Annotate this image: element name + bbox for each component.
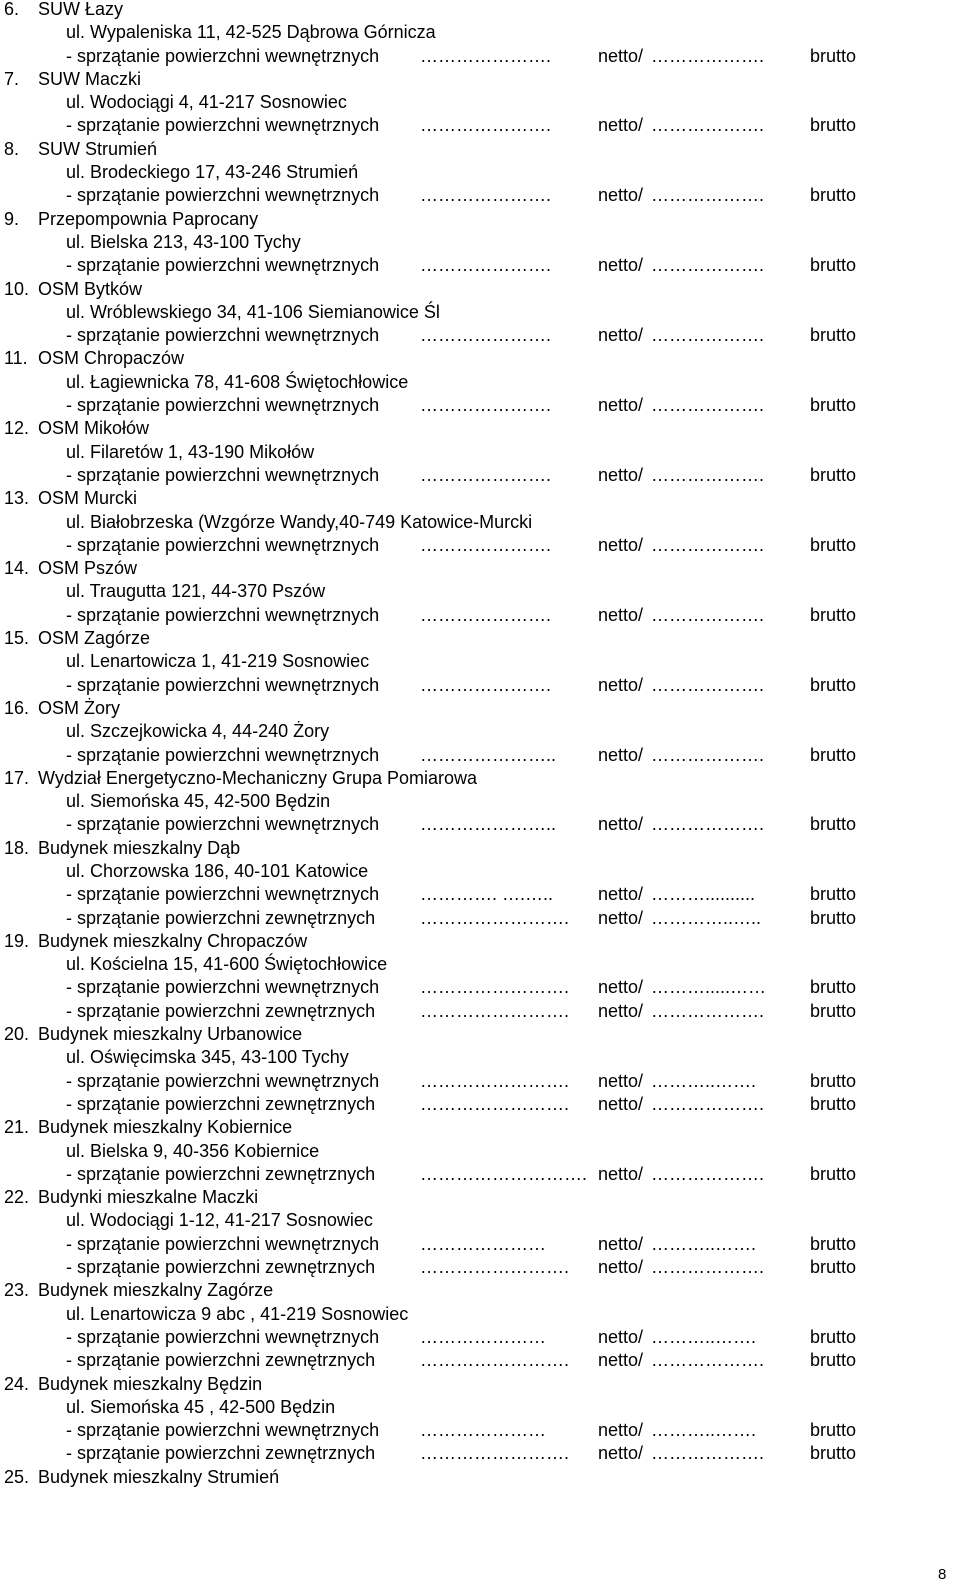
netto-label: netto/ xyxy=(598,1443,644,1464)
brutto-label: brutto xyxy=(810,534,857,555)
netto-label: netto/ xyxy=(598,907,644,928)
item-number: 21. xyxy=(4,1117,30,1138)
netto-label: netto/ xyxy=(598,604,644,625)
entry-header xyxy=(0,1023,960,1046)
facility-address: ul. Lenartowicza 9 abc , 41-219 Sosnowiec xyxy=(66,1303,409,1324)
brutto-label: brutto xyxy=(810,1420,857,1441)
facility-address: ul. Lenartowicza 1, 41-219 Sosnowiec xyxy=(66,651,370,672)
list-item xyxy=(0,1466,960,1489)
list-item xyxy=(0,697,960,767)
service-label: - sprzątanie powierzchni wewnętrznych xyxy=(66,1233,380,1254)
list-item xyxy=(0,138,960,208)
service-label: - sprzątanie powierzchni wewnętrznych xyxy=(66,744,380,765)
facility-address: ul. Chorzowska 186, 40-101 Katowice xyxy=(66,860,369,881)
brutto-label: brutto xyxy=(810,1093,857,1114)
facility-address: ul. Bielska 9, 40-356 Kobiernice xyxy=(66,1140,320,1161)
dot-leader: ………………. xyxy=(651,1000,765,1021)
facility-address: ul. Wodociągi 1-12, 41-217 Sosnowiec xyxy=(66,1210,373,1231)
entry-header xyxy=(0,1466,960,1489)
dot-leader: ………..……. xyxy=(651,1326,757,1347)
service-label: - sprzątanie powierzchni zewnętrznych xyxy=(66,1350,376,1371)
item-number: 13. xyxy=(4,488,30,509)
address-row xyxy=(0,511,960,534)
service-row xyxy=(0,1326,960,1349)
item-number: 15. xyxy=(4,628,30,649)
dot-leader: ………………. xyxy=(651,255,765,276)
dot-leader: ………………. xyxy=(651,1443,765,1464)
dot-leader: ……………………. xyxy=(420,1257,570,1278)
facility-name: OSM Murcki xyxy=(38,488,137,509)
list-item xyxy=(0,837,960,930)
brutto-label: brutto xyxy=(810,185,857,206)
facility-name: OSM Chropaczów xyxy=(38,348,185,369)
entry-header xyxy=(0,1279,960,1302)
service-row xyxy=(0,883,960,906)
dot-leader: ……………………. xyxy=(420,1070,570,1091)
dot-leader: ………………. xyxy=(651,1093,765,1114)
service-label: - sprzątanie powierzchni wewnętrznych xyxy=(66,255,380,276)
brutto-label: brutto xyxy=(810,1000,857,1021)
service-row xyxy=(0,1233,960,1256)
netto-label: netto/ xyxy=(598,115,644,136)
service-row xyxy=(0,604,960,627)
facility-name: Budynek mieszkalny Kobiernice xyxy=(38,1117,293,1138)
address-row xyxy=(0,720,960,743)
dot-leader: …………………. xyxy=(420,464,552,485)
address-row xyxy=(0,1046,960,1069)
facility-address: ul. Bielska 213, 43-100 Tychy xyxy=(66,231,301,252)
dot-leader: ……………………. xyxy=(420,1443,570,1464)
brutto-label: brutto xyxy=(810,674,857,695)
service-label: - sprzątanie powierzchni zewnętrznych xyxy=(66,907,376,928)
netto-label: netto/ xyxy=(598,255,644,276)
service-label: - sprzątanie powierzchni zewnętrznych xyxy=(66,1257,376,1278)
list-item xyxy=(0,557,960,627)
netto-label: netto/ xyxy=(598,674,644,695)
service-label: - sprzątanie powierzchni wewnętrznych xyxy=(66,977,380,998)
service-label: - sprzątanie powierzchni wewnętrznych xyxy=(66,814,380,835)
netto-label: netto/ xyxy=(598,1420,644,1441)
entry-header xyxy=(0,1116,960,1139)
facility-name: Budynek mieszkalny Zagórze xyxy=(38,1280,274,1301)
list-item xyxy=(0,1023,960,1116)
entry-header xyxy=(0,487,960,510)
service-row xyxy=(0,534,960,557)
list-item xyxy=(0,278,960,348)
address-row xyxy=(0,231,960,254)
netto-label: netto/ xyxy=(598,1257,644,1278)
list-item xyxy=(0,1116,960,1186)
dot-leader: ………………. xyxy=(651,185,765,206)
dot-leader: …………………. xyxy=(420,115,552,136)
facility-address: ul. Kościelna 15, 41-600 Świętochłowice xyxy=(66,954,388,975)
address-row xyxy=(0,21,960,44)
list-item xyxy=(0,1373,960,1466)
netto-label: netto/ xyxy=(598,185,644,206)
service-row xyxy=(0,1000,960,1023)
entry-header xyxy=(0,1373,960,1396)
service-label: - sprzątanie powierzchni wewnętrznych xyxy=(66,395,380,416)
service-row xyxy=(0,1419,960,1442)
dot-leader: ………………. xyxy=(651,744,765,765)
dot-leader: ………..……. xyxy=(651,1070,757,1091)
facility-address: ul. Oświęcimska 345, 43-100 Tychy xyxy=(66,1047,349,1068)
dot-leader: ………………. xyxy=(651,325,765,346)
service-label: - sprzątanie powierzchni wewnętrznych xyxy=(66,325,380,346)
list-item xyxy=(0,767,960,837)
facility-address: ul. Brodeckiego 17, 43-246 Strumień xyxy=(66,162,359,183)
facility-address: ul. Traugutta 121, 44-370 Pszów xyxy=(66,581,326,602)
facility-name: OSM Zagórze xyxy=(38,628,151,649)
entry-header xyxy=(0,697,960,720)
service-row xyxy=(0,1442,960,1465)
item-number: 12. xyxy=(4,418,30,439)
dot-leader: ……….......... xyxy=(651,884,756,905)
address-row xyxy=(0,91,960,114)
netto-label: netto/ xyxy=(598,1093,644,1114)
address-row xyxy=(0,1140,960,1163)
item-number: 18. xyxy=(4,837,30,858)
dot-leader: ………………………. xyxy=(420,1163,588,1184)
service-label: - sprzątanie powierzchni zewnętrznych xyxy=(66,1443,376,1464)
dot-leader: ………………… xyxy=(420,1326,546,1347)
service-label: - sprzątanie powierzchni zewnętrznych xyxy=(66,1093,376,1114)
item-number: 20. xyxy=(4,1024,30,1045)
item-number: 14. xyxy=(4,558,30,579)
brutto-label: brutto xyxy=(810,884,857,905)
list-item xyxy=(0,1186,960,1279)
netto-label: netto/ xyxy=(598,464,644,485)
dot-leader: …………………. xyxy=(420,185,552,206)
item-number: 6. xyxy=(4,0,20,19)
service-row xyxy=(0,1070,960,1093)
item-number: 19. xyxy=(4,930,30,951)
entry-header xyxy=(0,208,960,231)
brutto-label: brutto xyxy=(810,1326,857,1347)
brutto-label: brutto xyxy=(810,604,857,625)
item-number: 9. xyxy=(4,208,20,229)
list-item xyxy=(0,68,960,138)
item-number: 10. xyxy=(4,278,30,299)
item-number: 24. xyxy=(4,1373,30,1394)
service-row xyxy=(0,114,960,137)
dot-leader: ……….....…… xyxy=(651,977,767,998)
list-item xyxy=(0,627,960,697)
address-row xyxy=(0,860,960,883)
service-label: - sprzątanie powierzchni wewnętrznych xyxy=(66,534,380,555)
brutto-label: brutto xyxy=(810,1233,857,1254)
service-label: - sprzątanie powierzchni wewnętrznych xyxy=(66,674,380,695)
address-row xyxy=(0,1209,960,1232)
list-item xyxy=(0,417,960,487)
entry-header xyxy=(0,1186,960,1209)
dot-leader: ………………. xyxy=(651,604,765,625)
item-number: 8. xyxy=(4,138,20,159)
service-row xyxy=(0,184,960,207)
address-row xyxy=(0,650,960,673)
dot-leader: ………………. xyxy=(651,115,765,136)
facility-name: Budynek mieszkalny Strumień xyxy=(38,1466,280,1487)
service-row xyxy=(0,976,960,999)
dot-leader: ……………………. xyxy=(420,907,570,928)
facility-name: Wydział Energetyczno-Mechaniczny Grupa Pomiarowa xyxy=(38,767,478,788)
facility-name: Budynki mieszkalne Maczki xyxy=(38,1187,259,1208)
dot-leader: ………..……. xyxy=(651,1233,757,1254)
facility-address: ul. Siemońska 45 , 42-500 Będzin xyxy=(66,1396,336,1417)
item-number: 16. xyxy=(4,697,30,718)
service-row xyxy=(0,1349,960,1372)
item-number: 17. xyxy=(4,767,30,788)
list-item xyxy=(0,487,960,557)
dot-leader: ……………………. xyxy=(420,977,570,998)
service-row xyxy=(0,254,960,277)
list-item xyxy=(0,0,960,68)
address-row xyxy=(0,953,960,976)
entry-header xyxy=(0,627,960,650)
item-number: 25. xyxy=(4,1466,30,1487)
service-row xyxy=(0,744,960,767)
address-row xyxy=(0,441,960,464)
brutto-label: brutto xyxy=(810,977,857,998)
service-label: - sprzątanie powierzchni wewnętrznych xyxy=(66,185,380,206)
netto-label: netto/ xyxy=(598,814,644,835)
facility-name: Budynek mieszkalny Będzin xyxy=(38,1373,263,1394)
netto-label: netto/ xyxy=(598,884,644,905)
page-number: 8 xyxy=(938,1566,947,1583)
list-item xyxy=(0,208,960,278)
address-row xyxy=(0,161,960,184)
service-label: - sprzątanie powierzchni wewnętrznych xyxy=(66,1420,380,1441)
facility-name: Budynek mieszkalny Chropaczów xyxy=(38,930,308,951)
service-row xyxy=(0,394,960,417)
dot-leader: ………………….. xyxy=(420,814,557,835)
dot-leader: …………………. xyxy=(420,45,552,66)
service-label: - sprzątanie powierzchni zewnętrznych xyxy=(66,1163,376,1184)
netto-label: netto/ xyxy=(598,395,644,416)
dot-leader: …………………. xyxy=(420,395,552,416)
address-row xyxy=(0,1396,960,1419)
address-row xyxy=(0,580,960,603)
service-row xyxy=(0,1163,960,1186)
facility-name: SUW Strumień xyxy=(38,138,158,159)
dot-leader: ………..……. xyxy=(651,1420,757,1441)
entry-header xyxy=(0,557,960,580)
dot-leader: ………………. xyxy=(651,1257,765,1278)
brutto-label: brutto xyxy=(810,1443,857,1464)
brutto-label: brutto xyxy=(810,464,857,485)
facility-name: OSM Bytków xyxy=(38,278,143,299)
facility-address: ul. Wodociągi 4, 41-217 Sosnowiec xyxy=(66,92,347,113)
netto-label: netto/ xyxy=(598,1233,644,1254)
facility-address: ul. Wypaleniska 11, 42-525 Dąbrowa Górnicza xyxy=(66,22,436,43)
address-row xyxy=(0,371,960,394)
facility-address: ul. Filaretów 1, 43-190 Mikołów xyxy=(66,441,315,462)
address-row xyxy=(0,301,960,324)
dot-leader: ………………. xyxy=(651,534,765,555)
service-row xyxy=(0,1093,960,1116)
dot-leader: ………………… xyxy=(420,1420,546,1441)
service-label: - sprzątanie powierzchni wewnętrznych xyxy=(66,464,380,485)
entry-header xyxy=(0,837,960,860)
item-number: 7. xyxy=(4,68,20,89)
item-number: 11. xyxy=(4,348,28,369)
dot-leader: ……………………. xyxy=(420,1350,570,1371)
list-item xyxy=(0,930,960,1023)
netto-label: netto/ xyxy=(598,744,644,765)
netto-label: netto/ xyxy=(598,534,644,555)
service-row xyxy=(0,464,960,487)
list-item xyxy=(0,347,960,417)
service-label: - sprzątanie powierzchni wewnętrznych xyxy=(66,45,380,66)
dot-leader: ………………. xyxy=(651,1350,765,1371)
item-number: 22. xyxy=(4,1187,30,1208)
dot-leader: ………………….. xyxy=(420,744,557,765)
facility-name: SUW Maczki xyxy=(38,68,141,89)
dot-leader: ………………. xyxy=(651,814,765,835)
item-number: 23. xyxy=(4,1280,30,1301)
service-label: - sprzątanie powierzchni wewnętrznych xyxy=(66,884,380,905)
netto-label: netto/ xyxy=(598,1163,644,1184)
entry-header xyxy=(0,68,960,91)
brutto-label: brutto xyxy=(810,814,857,835)
facility-name: Przepompownia Paprocany xyxy=(38,208,259,229)
brutto-label: brutto xyxy=(810,115,857,136)
dot-leader: ……………………. xyxy=(420,1093,570,1114)
facility-address: ul. Szczejkowicka 4, 44-240 Żory xyxy=(66,721,330,742)
dot-leader: ………………. xyxy=(651,674,765,695)
entry-header xyxy=(0,417,960,440)
brutto-label: brutto xyxy=(810,1070,857,1091)
service-label: - sprzątanie powierzchni wewnętrznych xyxy=(66,115,380,136)
dot-leader: …………………. xyxy=(420,674,552,695)
dot-leader: ………………. xyxy=(651,1163,765,1184)
brutto-label: brutto xyxy=(810,1163,857,1184)
dot-leader: …………..….. xyxy=(651,907,762,928)
facility-name: SUW Łazy xyxy=(38,0,124,19)
service-row xyxy=(0,1256,960,1279)
facility-address: ul. Łagiewnicka 78, 41-608 Świętochłowice xyxy=(66,371,409,392)
entry-header xyxy=(0,278,960,301)
netto-label: netto/ xyxy=(598,325,644,346)
facility-name: OSM Mikołów xyxy=(38,418,150,439)
facility-name: OSM Żory xyxy=(38,697,121,718)
facility-name: Budynek mieszkalny Urbanowice xyxy=(38,1024,303,1045)
service-row xyxy=(0,813,960,836)
brutto-label: brutto xyxy=(810,907,857,928)
netto-label: netto/ xyxy=(598,1326,644,1347)
facility-name: Budynek mieszkalny Dąb xyxy=(38,837,241,858)
brutto-label: brutto xyxy=(810,395,857,416)
service-row xyxy=(0,324,960,347)
entry-header xyxy=(0,347,960,370)
dot-leader: …………………. xyxy=(420,534,552,555)
address-row xyxy=(0,790,960,813)
facility-address: ul. Białobrzeska (Wzgórze Wandy,40-749 Katowice-Murcki xyxy=(66,511,533,532)
service-row xyxy=(0,674,960,697)
dot-leader: …………………. xyxy=(420,325,552,346)
dot-leader: ……………………. xyxy=(420,1000,570,1021)
facility-address: ul. Wróblewskiego 34, 41-106 Siemianowice Śl xyxy=(66,301,440,322)
facility-address: ul. Siemońska 45, 42-500 Będzin xyxy=(66,791,331,812)
netto-label: netto/ xyxy=(598,977,644,998)
dot-leader: …………………. xyxy=(420,604,552,625)
service-label: - sprzątanie powierzchni zewnętrznych xyxy=(66,1000,376,1021)
brutto-label: brutto xyxy=(810,45,857,66)
brutto-label: brutto xyxy=(810,744,857,765)
brutto-label: brutto xyxy=(810,325,857,346)
facility-name: OSM Pszów xyxy=(38,558,138,579)
brutto-label: brutto xyxy=(810,1350,857,1371)
dot-leader: …………………. xyxy=(420,255,552,276)
netto-label: netto/ xyxy=(598,1350,644,1371)
netto-label: netto/ xyxy=(598,1070,644,1091)
netto-label: netto/ xyxy=(598,45,644,66)
entry-header xyxy=(0,930,960,953)
dot-leader: ………………. xyxy=(651,395,765,416)
service-label: - sprzątanie powierzchni wewnętrznych xyxy=(66,1070,380,1091)
entry-header xyxy=(0,767,960,790)
brutto-label: brutto xyxy=(810,1257,857,1278)
entry-header xyxy=(0,0,960,21)
list-item xyxy=(0,1279,960,1372)
dot-leader: ………………… xyxy=(420,1233,546,1254)
entry-header xyxy=(0,138,960,161)
service-label: - sprzątanie powierzchni wewnętrznych xyxy=(66,604,380,625)
service-label: - sprzątanie powierzchni wewnętrznych xyxy=(66,1326,380,1347)
dot-leader: ………………. xyxy=(651,464,765,485)
dot-leader: ………………. xyxy=(651,45,765,66)
service-row xyxy=(0,45,960,68)
address-row xyxy=(0,1303,960,1326)
brutto-label: brutto xyxy=(810,255,857,276)
netto-label: netto/ xyxy=(598,1000,644,1021)
service-row xyxy=(0,907,960,930)
dot-leader: …………. ….….. xyxy=(420,884,554,905)
